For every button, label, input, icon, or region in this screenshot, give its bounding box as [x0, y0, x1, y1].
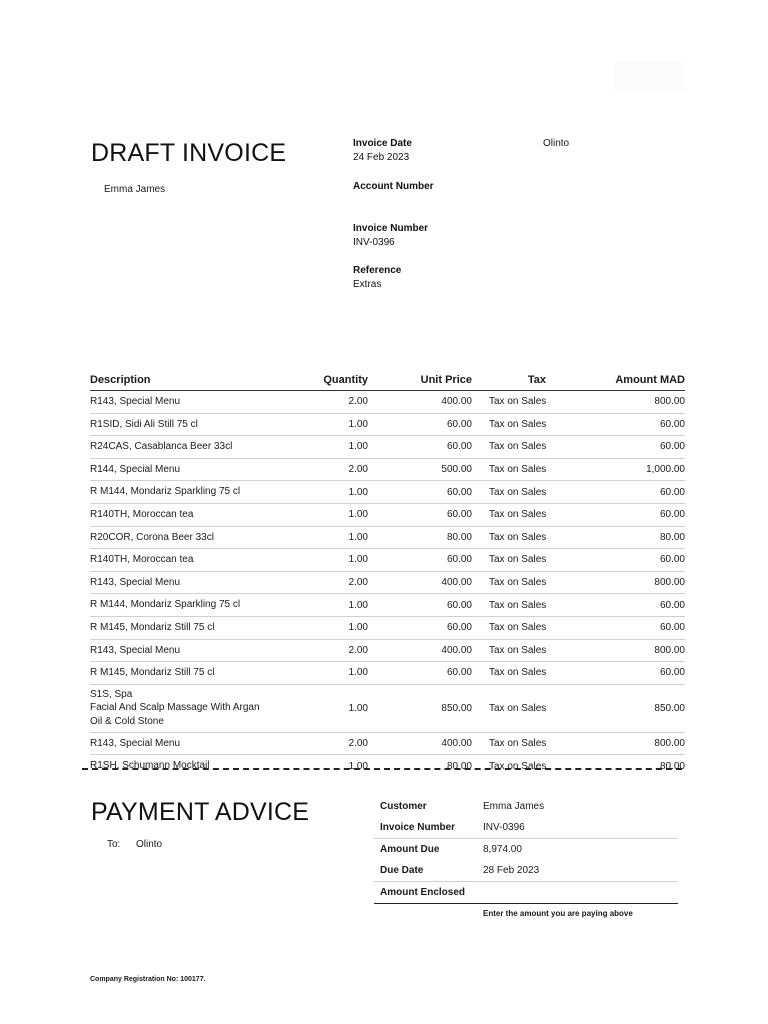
item-unit-price: 80.00	[446, 760, 472, 772]
item-description	[90, 504, 315, 526]
pa-row-amount-due	[374, 839, 678, 860]
item-tax: Tax on Sales	[489, 644, 547, 656]
account-number-block	[353, 181, 434, 195]
table-row	[90, 459, 685, 482]
table-row	[90, 572, 685, 595]
description-line: R24CAS, Casablanca Beer 33cl	[90, 441, 233, 453]
description-line: R M145, Mondariz Still 75 cl	[90, 667, 215, 679]
description-line: R M144, Mondariz Sparkling 75 cl	[90, 599, 241, 611]
description-line: R143, Special Menu	[90, 644, 181, 656]
description-line: R144, Special Menu	[90, 463, 181, 475]
pa-label: Customer	[380, 801, 427, 812]
item-description	[90, 436, 315, 458]
description-line: R143, Special Menu	[90, 396, 181, 408]
table-row	[90, 481, 685, 504]
logo-placeholder	[614, 62, 684, 92]
description-line: R M144, Mondariz Sparkling 75 cl	[90, 486, 241, 498]
item-quantity: 1.00	[348, 441, 368, 453]
to-value: Olinto	[136, 839, 163, 850]
item-tax: Tax on Sales	[489, 441, 547, 453]
item-amount: 800.00	[654, 738, 685, 750]
item-description	[90, 755, 315, 777]
table-row	[90, 617, 685, 640]
table-row	[90, 549, 685, 572]
description-line: R20COR, Corona Beer 33cl	[90, 531, 214, 543]
item-tax: Tax on Sales	[489, 486, 547, 498]
table-row	[90, 685, 685, 733]
table-row	[90, 594, 685, 617]
item-amount: 80.00	[659, 760, 685, 772]
pa-value: INV-0396	[483, 822, 525, 833]
item-unit-price: 60.00	[446, 509, 472, 521]
table-row	[90, 733, 685, 756]
table-row	[90, 755, 685, 777]
description-line: Facial And Scalp Massage With Argan	[90, 702, 260, 714]
item-tax: Tax on Sales	[489, 464, 547, 476]
item-tax: Tax on Sales	[489, 702, 547, 714]
reference-value: Extras	[353, 279, 382, 290]
table-body	[90, 391, 685, 777]
item-amount: 60.00	[659, 554, 685, 566]
invoice-number-value: INV-0396	[353, 237, 395, 248]
item-unit-price: 400.00	[441, 577, 472, 589]
table-row	[90, 504, 685, 527]
pa-label: Invoice Number	[380, 822, 456, 833]
item-amount: 60.00	[659, 599, 685, 611]
pa-label: Due Date	[380, 865, 424, 876]
item-quantity: 1.00	[348, 509, 368, 521]
item-description	[90, 481, 315, 503]
description-line: R140TH, Moroccan tea	[90, 554, 194, 566]
item-tax: Tax on Sales	[489, 738, 547, 750]
item-amount: 60.00	[659, 667, 685, 679]
item-amount: 60.00	[659, 486, 685, 498]
reference-label: Reference	[353, 265, 402, 276]
item-tax: Tax on Sales	[489, 418, 547, 430]
item-unit-price: 60.00	[446, 486, 472, 498]
item-quantity: 1.00	[348, 760, 368, 772]
item-unit-price: 60.00	[446, 599, 472, 611]
table-row	[90, 640, 685, 663]
col-description: Description	[90, 373, 151, 386]
invoice-number-label: Invoice Number	[353, 223, 429, 234]
item-unit-price: 60.00	[446, 622, 472, 634]
table-row	[90, 391, 685, 414]
item-tax: Tax on Sales	[489, 599, 547, 611]
col-amount: Amount MAD	[615, 373, 685, 386]
item-unit-price: 850.00	[441, 702, 472, 714]
item-unit-price: 60.00	[446, 554, 472, 566]
account-number-label: Account Number	[353, 181, 434, 192]
item-tax: Tax on Sales	[489, 667, 547, 679]
item-quantity: 1.00	[348, 599, 368, 611]
item-description	[90, 527, 315, 549]
item-amount: 850.00	[654, 702, 685, 714]
item-quantity: 1.00	[348, 531, 368, 543]
table-row	[90, 436, 685, 459]
item-amount: 800.00	[654, 396, 685, 408]
item-tax: Tax on Sales	[489, 554, 547, 566]
description-line: R M145, Mondariz Still 75 cl	[90, 621, 215, 633]
company-registration: Company Registration No: 100177.	[90, 976, 206, 983]
description-line: R1SID, Sidi Ali Still 75 cl	[90, 418, 198, 430]
tear-off-line	[82, 768, 682, 770]
description-line: R1SH, Schumann Mocktail	[90, 760, 210, 772]
table-row	[90, 527, 685, 550]
item-tax: Tax on Sales	[489, 577, 547, 589]
supplier-name: Olinto	[543, 138, 570, 149]
description-line: R143, Special Menu	[90, 576, 181, 588]
payment-note: Enter the amount you are paying above	[483, 909, 633, 918]
table-row	[90, 414, 685, 437]
invoice-number-block	[353, 223, 428, 248]
item-description	[90, 459, 315, 481]
description-line: R140TH, Moroccan tea	[90, 509, 194, 521]
pa-row-customer	[374, 796, 678, 817]
col-quantity: Quantity	[323, 373, 368, 386]
description-line: Oil & Cold Stone	[90, 715, 164, 727]
customer-name: Emma James	[104, 184, 166, 195]
item-description	[90, 414, 315, 436]
pa-row-invoice-number	[374, 817, 678, 839]
reference-block	[353, 265, 401, 290]
item-quantity: 1.00	[348, 622, 368, 634]
item-quantity: 1.00	[348, 418, 368, 430]
item-description	[90, 685, 315, 732]
item-quantity: 2.00	[348, 738, 368, 750]
item-quantity: 2.00	[348, 644, 368, 656]
item-quantity: 2.00	[348, 464, 368, 476]
item-description	[90, 549, 315, 571]
item-tax: Tax on Sales	[489, 760, 547, 772]
pa-row-amount-enclosed	[374, 882, 678, 904]
item-amount: 80.00	[659, 531, 685, 543]
item-unit-price: 60.00	[446, 418, 472, 430]
item-amount: 1,000.00	[646, 464, 685, 476]
payment-advice-title: PAYMENT ADVICE	[91, 798, 310, 826]
item-unit-price: 400.00	[441, 644, 472, 656]
pa-value: Emma James	[483, 801, 545, 812]
item-amount: 60.00	[659, 622, 685, 634]
pa-row-due-date	[374, 860, 678, 882]
item-tax: Tax on Sales	[489, 622, 547, 634]
item-description	[90, 391, 315, 413]
item-unit-price: 60.00	[446, 441, 472, 453]
invoice-date-block	[353, 138, 412, 163]
item-unit-price: 500.00	[441, 464, 472, 476]
col-tax: Tax	[527, 373, 546, 386]
to-label: To:	[107, 839, 121, 850]
item-description	[90, 662, 315, 684]
item-quantity: 1.00	[348, 554, 368, 566]
col-unit-price: Unit Price	[420, 373, 472, 386]
item-amount: 60.00	[659, 418, 685, 430]
item-amount: 60.00	[659, 509, 685, 521]
invoice-table	[90, 369, 685, 777]
table-header	[90, 369, 685, 391]
item-description	[90, 572, 315, 594]
item-amount: 800.00	[654, 577, 685, 589]
table-row	[90, 662, 685, 685]
description-line: S1S, Spa	[90, 688, 133, 700]
item-quantity: 2.00	[348, 577, 368, 589]
item-amount: 60.00	[659, 441, 685, 453]
invoice-date-label: Invoice Date	[353, 138, 412, 149]
item-tax: Tax on Sales	[489, 531, 547, 543]
item-quantity: 1.00	[348, 486, 368, 498]
item-description	[90, 594, 315, 616]
item-tax: Tax on Sales	[489, 509, 547, 521]
item-description	[90, 640, 315, 662]
item-description	[90, 733, 315, 755]
item-unit-price: 60.00	[446, 667, 472, 679]
page-title: DRAFT INVOICE	[91, 139, 287, 167]
item-description	[90, 617, 315, 639]
payment-advice-table	[374, 796, 678, 904]
item-tax: Tax on Sales	[489, 396, 547, 408]
item-unit-price: 400.00	[441, 396, 472, 408]
item-quantity: 2.00	[348, 396, 368, 408]
item-unit-price: 80.00	[446, 531, 472, 543]
pa-value: 28 Feb 2023	[483, 865, 540, 876]
description-line: R143, Special Menu	[90, 737, 181, 749]
item-amount: 800.00	[654, 644, 685, 656]
invoice-date-value: 24 Feb 2023	[353, 152, 410, 163]
item-quantity: 1.00	[348, 667, 368, 679]
pa-label: Amount Due	[380, 844, 440, 855]
item-quantity: 1.00	[348, 702, 368, 714]
item-unit-price: 400.00	[441, 738, 472, 750]
pa-value: 8,974.00	[483, 844, 522, 855]
pa-label: Amount Enclosed	[380, 887, 466, 898]
